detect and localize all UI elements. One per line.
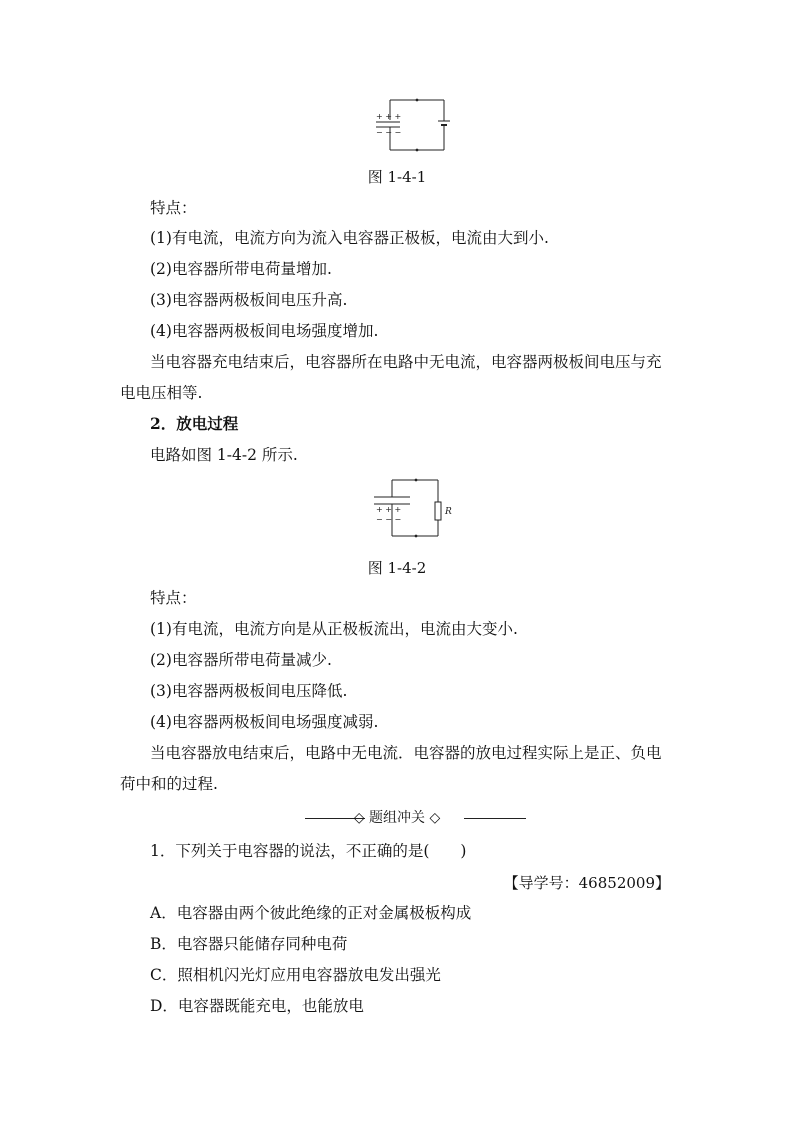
charging-feature-4: (4)电容器两极板间电场强度增加. — [150, 322, 379, 340]
discharge-feature-1: (1)有电流，电流方向是从正极板流出，电流由大变小. — [150, 620, 518, 638]
figure-1-4-1-plus-charges: + + + — [376, 112, 402, 121]
charging-summary-line-1: 当电容器充电结束后，电容器所在电路中无电流，电容器两极板间电压与充 — [150, 353, 662, 371]
separator-label: ◇ 题组冲关 ◇ — [353, 810, 441, 826]
features-label-2: 特点： — [150, 589, 197, 607]
figure-1-4-2-caption: 图 1-4-2 — [367, 559, 427, 577]
figure-1-4-1-circuit — [370, 94, 454, 154]
figure-1-4-2-plus-charges: + + + — [376, 505, 402, 514]
discharge-feature-2: (2)电容器所带电荷量减少. — [150, 651, 332, 669]
option-a: A．电容器由两个彼此绝缘的正对金属极板构成 — [150, 904, 472, 922]
charging-feature-3: (3)电容器两极板间电压升高. — [150, 291, 348, 309]
features-label-1: 特点： — [150, 199, 197, 217]
charging-summary-line-2: 电电压相等. — [120, 384, 203, 402]
discharge-feature-4: (4)电容器两极板间电场强度减弱. — [150, 713, 379, 731]
question-stem: 1．下列关于电容器的说法，不正确的是( ) — [150, 842, 467, 860]
discharge-heading: 2．放电过程 — [150, 414, 239, 433]
separator-rule-right — [464, 818, 526, 819]
discharge-summary-line-2: 荷中和的过程. — [120, 775, 218, 793]
reference-number: 【导学号：46852009】 — [503, 874, 670, 892]
figure-1-4-2-circuit — [370, 474, 454, 544]
option-d: D．电容器既能充电，也能放电 — [150, 997, 364, 1015]
figure-1-4-2-resistor-label: R — [445, 507, 452, 517]
figure-1-4-1-minus-charges: − − − — [376, 128, 402, 137]
discharge-feature-3: (3)电容器两极板间电压降低. — [150, 682, 348, 700]
charging-feature-2: (2)电容器所带电荷量增加. — [150, 260, 332, 278]
option-b: B．电容器只能储存同种电荷 — [150, 935, 348, 953]
figure-1-4-1-caption: 图 1-4-1 — [367, 168, 427, 186]
discharge-summary-line-1: 当电容器放电结束后，电路中无电流．电容器的放电过程实际上是正、负电 — [150, 744, 662, 762]
discharge-intro: 电路如图 1-4-2 所示. — [150, 446, 298, 464]
option-c: C．照相机闪光灯应用电容器放电发出强光 — [150, 966, 441, 984]
charging-feature-1: (1)有电流，电流方向为流入电容器正极板，电流由大到小. — [150, 229, 549, 247]
section-separator — [0, 808, 794, 828]
figure-1-4-2-minus-charges: − − − — [376, 515, 402, 524]
